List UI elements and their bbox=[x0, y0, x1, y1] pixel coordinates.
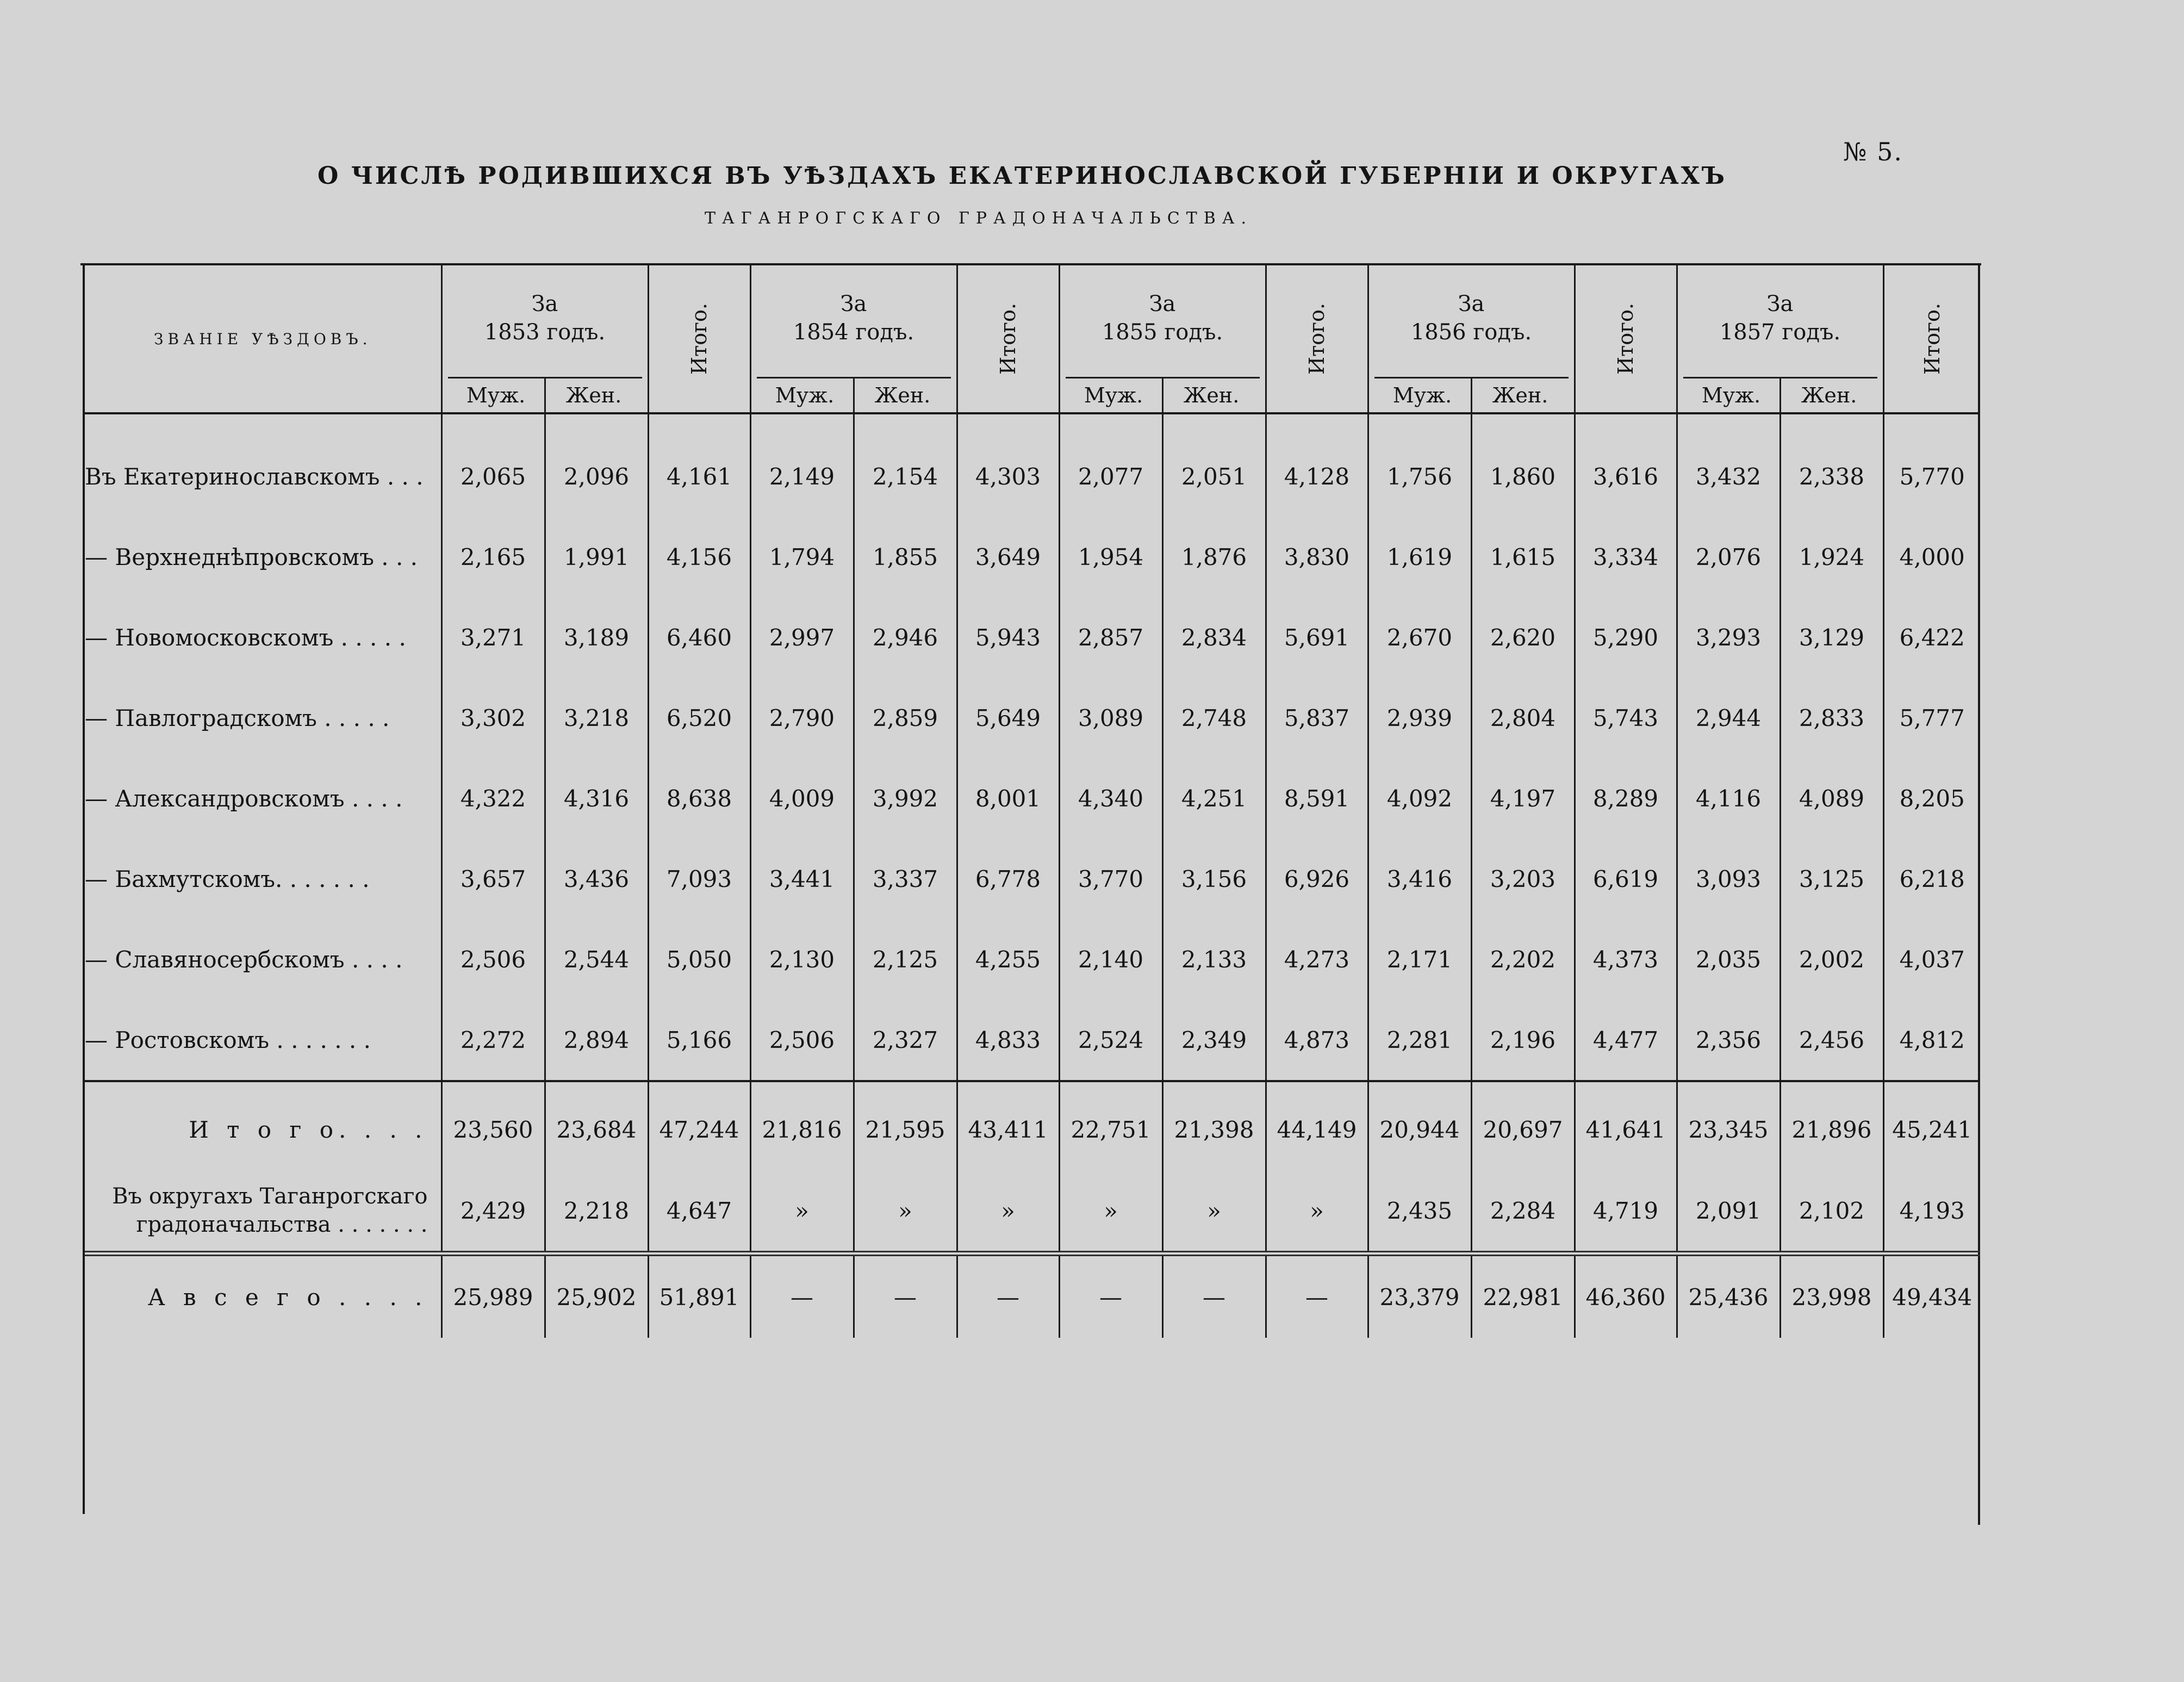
cell: 3,649 bbox=[957, 517, 1059, 597]
cell: 3,441 bbox=[750, 839, 854, 919]
cell: 43,411 bbox=[957, 1081, 1059, 1170]
cell: 21,896 bbox=[1780, 1081, 1883, 1170]
cell: » bbox=[854, 1170, 957, 1253]
grand-total-label: А в с е г о . . . . bbox=[147, 1283, 428, 1311]
cell: 2,944 bbox=[1677, 678, 1780, 758]
cell: 5,166 bbox=[648, 1000, 750, 1081]
cell: 2,338 bbox=[1780, 413, 1883, 517]
cell: 4,037 bbox=[1883, 919, 1980, 1000]
cell: 3,218 bbox=[545, 678, 648, 758]
table-row bbox=[85, 839, 1980, 919]
district-name: — Новомосковскомъ . . . . . bbox=[85, 624, 406, 651]
cell: 3,156 bbox=[1162, 839, 1266, 919]
cell: 2,790 bbox=[750, 678, 854, 758]
cell: 3,830 bbox=[1266, 517, 1368, 597]
cell: 2,077 bbox=[1059, 413, 1162, 517]
cell: 2,327 bbox=[854, 1000, 957, 1081]
births-table bbox=[85, 265, 1980, 1338]
cell: 4,156 bbox=[648, 517, 750, 597]
cell: 3,770 bbox=[1059, 839, 1162, 919]
page-number: № 5. bbox=[1843, 137, 1903, 166]
male-header: Муж. bbox=[466, 383, 526, 407]
cell: 5,777 bbox=[1883, 678, 1980, 758]
cell: 2,833 bbox=[1780, 678, 1883, 758]
cell: 5,649 bbox=[957, 678, 1059, 758]
cell: 4,316 bbox=[545, 758, 648, 839]
cell: — bbox=[854, 1253, 957, 1338]
cell: 2,272 bbox=[441, 1000, 545, 1081]
cell: 4,303 bbox=[957, 413, 1059, 517]
cell: 1,794 bbox=[750, 517, 854, 597]
cell: 44,149 bbox=[1266, 1081, 1368, 1170]
cell: 25,989 bbox=[441, 1253, 545, 1338]
district-name: — Александровскомъ . . . . bbox=[85, 785, 403, 812]
cell: 8,638 bbox=[648, 758, 750, 839]
cell: 4,373 bbox=[1575, 919, 1677, 1000]
male-header: Муж. bbox=[1701, 383, 1761, 407]
cell: 2,091 bbox=[1677, 1170, 1780, 1253]
cell: 2,284 bbox=[1471, 1170, 1575, 1253]
male-header: Муж. bbox=[1392, 383, 1452, 407]
cell: 3,416 bbox=[1368, 839, 1471, 919]
cell: 23,998 bbox=[1780, 1253, 1883, 1338]
cell: » bbox=[1162, 1170, 1266, 1253]
cell: 2,894 bbox=[545, 1000, 648, 1081]
cell: 3,616 bbox=[1575, 413, 1677, 517]
grand-total-row bbox=[85, 1253, 1980, 1338]
taganrog-label: Въ округахъ Таганрогскаго градоначальства . . . . . . . bbox=[85, 1170, 441, 1253]
cell: 4,477 bbox=[1575, 1000, 1677, 1081]
cell: 4,812 bbox=[1883, 1000, 1980, 1081]
cell: 2,171 bbox=[1368, 919, 1471, 1000]
cell: 8,289 bbox=[1575, 758, 1677, 839]
cell: 21,398 bbox=[1162, 1081, 1266, 1170]
cell: 1,991 bbox=[545, 517, 648, 597]
cell: 2,429 bbox=[441, 1170, 545, 1253]
female-header: Жен. bbox=[544, 378, 642, 412]
itogo-header-1853: Итого. bbox=[648, 265, 750, 413]
table-row bbox=[85, 1000, 1980, 1081]
header-row bbox=[85, 265, 1980, 413]
cell: 23,379 bbox=[1368, 1253, 1471, 1338]
cell: 2,196 bbox=[1471, 1000, 1575, 1081]
cell: 23,345 bbox=[1677, 1081, 1780, 1170]
cell: 6,218 bbox=[1883, 839, 1980, 919]
female-header: Жен. bbox=[1779, 378, 1877, 412]
cell: 3,271 bbox=[441, 597, 545, 678]
cell: 3,189 bbox=[545, 597, 648, 678]
cell: 20,944 bbox=[1368, 1081, 1471, 1170]
year-header-1857: За 1857 годъ. Муж. Жен. bbox=[1677, 265, 1883, 413]
taganrog-row bbox=[85, 1170, 1980, 1253]
cell: 6,926 bbox=[1266, 839, 1368, 919]
district-name: — Славяносербскомъ . . . . bbox=[85, 946, 403, 973]
cell: 4,255 bbox=[957, 919, 1059, 1000]
cell: 3,432 bbox=[1677, 413, 1780, 517]
cell: 3,129 bbox=[1780, 597, 1883, 678]
district-name: — Верхнеднѣпровскомъ . . . bbox=[85, 543, 418, 570]
male-header: Муж. bbox=[1084, 383, 1143, 407]
itogo-header-1856: Итого. bbox=[1575, 265, 1677, 413]
cell: 5,837 bbox=[1266, 678, 1368, 758]
cell: — bbox=[1059, 1253, 1162, 1338]
cell: 2,620 bbox=[1471, 597, 1575, 678]
cell: 3,657 bbox=[441, 839, 545, 919]
cell: — bbox=[1162, 1253, 1266, 1338]
cell: 21,595 bbox=[854, 1081, 957, 1170]
cell: 1,619 bbox=[1368, 517, 1471, 597]
cell: 4,009 bbox=[750, 758, 854, 839]
table-row bbox=[85, 413, 1980, 517]
cell: 5,691 bbox=[1266, 597, 1368, 678]
page-title: О ЧИСЛѢ РОДИВШИХСЯ ВЪ УѢЗДАХЪ ЕКАТЕРИНОСЛАВСКОЙ ГУБЕРНІИ И ОКРУГАХЪ bbox=[318, 162, 1727, 190]
cell: 8,001 bbox=[957, 758, 1059, 839]
cell: 2,035 bbox=[1677, 919, 1780, 1000]
cell: 41,641 bbox=[1575, 1081, 1677, 1170]
cell: 2,524 bbox=[1059, 1000, 1162, 1081]
cell: 2,149 bbox=[750, 413, 854, 517]
cell: 1,756 bbox=[1368, 413, 1471, 517]
year-header-1854: За 1854 годъ. Муж. Жен. bbox=[750, 265, 957, 413]
cell: 4,833 bbox=[957, 1000, 1059, 1081]
cell: 6,778 bbox=[957, 839, 1059, 919]
cell: 2,065 bbox=[441, 413, 545, 517]
table-row bbox=[85, 517, 1980, 597]
cell: 2,804 bbox=[1471, 678, 1575, 758]
cell: 2,506 bbox=[750, 1000, 854, 1081]
cell: 7,093 bbox=[648, 839, 750, 919]
cell: » bbox=[957, 1170, 1059, 1253]
cell: 51,891 bbox=[648, 1253, 750, 1338]
cell: 2,076 bbox=[1677, 517, 1780, 597]
cell: 6,422 bbox=[1883, 597, 1980, 678]
district-name: — Ростовскомъ . . . . . . . bbox=[85, 1000, 441, 1081]
cell: 5,290 bbox=[1575, 597, 1677, 678]
cell: 2,349 bbox=[1162, 1000, 1266, 1081]
cell: 4,273 bbox=[1266, 919, 1368, 1000]
year-header-1853: За 1853 годъ. Муж. Жен. bbox=[441, 265, 648, 413]
cell: 3,089 bbox=[1059, 678, 1162, 758]
cell: 2,748 bbox=[1162, 678, 1266, 758]
cell: 3,125 bbox=[1780, 839, 1883, 919]
cell: 2,939 bbox=[1368, 678, 1471, 758]
table-row bbox=[85, 919, 1980, 1000]
cell: 5,050 bbox=[648, 919, 750, 1000]
cell: 4,128 bbox=[1266, 413, 1368, 517]
cell: — bbox=[750, 1253, 854, 1338]
cell: 25,902 bbox=[545, 1253, 648, 1338]
total-row bbox=[85, 1081, 1980, 1170]
cell: 2,130 bbox=[750, 919, 854, 1000]
cell: 4,322 bbox=[441, 758, 545, 839]
cell: 3,436 bbox=[545, 839, 648, 919]
cell: 2,154 bbox=[854, 413, 957, 517]
cell: 2,051 bbox=[1162, 413, 1266, 517]
cell: 2,857 bbox=[1059, 597, 1162, 678]
cell: 2,356 bbox=[1677, 1000, 1780, 1081]
page-subtitle: ТАГАНРОГСКАГО ГРАДОНАЧАЛЬСТВА. bbox=[704, 209, 1253, 228]
cell: 23,684 bbox=[545, 1081, 648, 1170]
cell: 8,591 bbox=[1266, 758, 1368, 839]
cell: 3,334 bbox=[1575, 517, 1677, 597]
cell: 2,102 bbox=[1780, 1170, 1883, 1253]
cell: 6,619 bbox=[1575, 839, 1677, 919]
cell: 2,281 bbox=[1368, 1000, 1471, 1081]
female-header: Жен. bbox=[853, 378, 951, 412]
female-header: Жен. bbox=[1162, 378, 1260, 412]
cell: 5,743 bbox=[1575, 678, 1677, 758]
cell: 22,751 bbox=[1059, 1081, 1162, 1170]
cell: 1,855 bbox=[854, 517, 957, 597]
cell: 5,943 bbox=[957, 597, 1059, 678]
cell: 1,615 bbox=[1471, 517, 1575, 597]
cell: 6,460 bbox=[648, 597, 750, 678]
cell: 8,205 bbox=[1883, 758, 1980, 839]
itogo-header-1857: Итого. bbox=[1883, 265, 1980, 413]
cell: 4,340 bbox=[1059, 758, 1162, 839]
cell: 4,193 bbox=[1883, 1170, 1980, 1253]
cell: 25,436 bbox=[1677, 1253, 1780, 1338]
cell: 4,092 bbox=[1368, 758, 1471, 839]
cell: » bbox=[1266, 1170, 1368, 1253]
cell: 4,251 bbox=[1162, 758, 1266, 839]
cell: 2,133 bbox=[1162, 919, 1266, 1000]
cell: 2,202 bbox=[1471, 919, 1575, 1000]
itogo-header-1854: Итого. bbox=[957, 265, 1059, 413]
table-row bbox=[85, 678, 1980, 758]
cell: 2,096 bbox=[545, 413, 648, 517]
district-name: — Бахмутскомъ. . . . . . . bbox=[85, 865, 370, 892]
cell: 2,218 bbox=[545, 1170, 648, 1253]
cell: 1,924 bbox=[1780, 517, 1883, 597]
cell: 2,834 bbox=[1162, 597, 1266, 678]
cell: 20,697 bbox=[1471, 1081, 1575, 1170]
cell: 4,719 bbox=[1575, 1170, 1677, 1253]
cell: 49,434 bbox=[1883, 1253, 1980, 1338]
table-row bbox=[85, 758, 1980, 839]
cell: » bbox=[1059, 1170, 1162, 1253]
cell: 3,337 bbox=[854, 839, 957, 919]
year-header-1856: За 1856 годъ. Муж. Жен. bbox=[1368, 265, 1575, 413]
cell: — bbox=[957, 1253, 1059, 1338]
cell: » bbox=[750, 1170, 854, 1253]
cell: 3,203 bbox=[1471, 839, 1575, 919]
cell: 2,002 bbox=[1780, 919, 1883, 1000]
cell: 4,161 bbox=[648, 413, 750, 517]
cell: 2,140 bbox=[1059, 919, 1162, 1000]
table-row bbox=[85, 597, 1980, 678]
cell: 2,506 bbox=[441, 919, 545, 1000]
cell: 4,116 bbox=[1677, 758, 1780, 839]
cell: 1,876 bbox=[1162, 517, 1266, 597]
cell: 5,770 bbox=[1883, 413, 1980, 517]
cell: 2,946 bbox=[854, 597, 957, 678]
cell: 46,360 bbox=[1575, 1253, 1677, 1338]
total-label: И т о г о. . . . bbox=[189, 1116, 428, 1143]
district-name: — Павлоградскомъ . . . . . bbox=[85, 704, 390, 731]
cell: 45,241 bbox=[1883, 1081, 1980, 1170]
district-column-header: ЗВАНІЕ УѢЗДОВЪ. bbox=[85, 265, 441, 413]
cell: 4,873 bbox=[1266, 1000, 1368, 1081]
cell: 47,244 bbox=[648, 1081, 750, 1170]
cell: 23,560 bbox=[441, 1081, 545, 1170]
cell: 4,000 bbox=[1883, 517, 1980, 597]
cell: 3,992 bbox=[854, 758, 957, 839]
itogo-header-1855: Итого. bbox=[1266, 265, 1368, 413]
cell: 2,997 bbox=[750, 597, 854, 678]
cell: 1,954 bbox=[1059, 517, 1162, 597]
cell: 1,860 bbox=[1471, 413, 1575, 517]
cell: — bbox=[1266, 1253, 1368, 1338]
cell: 3,302 bbox=[441, 678, 545, 758]
cell: 3,093 bbox=[1677, 839, 1780, 919]
cell: 2,670 bbox=[1368, 597, 1471, 678]
cell: 2,859 bbox=[854, 678, 957, 758]
cell: 4,647 bbox=[648, 1170, 750, 1253]
cell: 2,435 bbox=[1368, 1170, 1471, 1253]
cell: 2,165 bbox=[441, 517, 545, 597]
male-header: Муж. bbox=[775, 383, 835, 407]
cell: 21,816 bbox=[750, 1081, 854, 1170]
cell: 3,293 bbox=[1677, 597, 1780, 678]
cell: 2,544 bbox=[545, 919, 648, 1000]
year-header-1855: За 1855 годъ. Муж. Жен. bbox=[1059, 265, 1266, 413]
cell: 4,197 bbox=[1471, 758, 1575, 839]
cell: 2,125 bbox=[854, 919, 957, 1000]
female-header: Жен. bbox=[1471, 378, 1569, 412]
cell: 6,520 bbox=[648, 678, 750, 758]
cell: 22,981 bbox=[1471, 1253, 1575, 1338]
cell: 2,456 bbox=[1780, 1000, 1883, 1081]
cell: 4,089 bbox=[1780, 758, 1883, 839]
district-name: Въ Екатеринославскомъ . . . bbox=[85, 463, 424, 490]
